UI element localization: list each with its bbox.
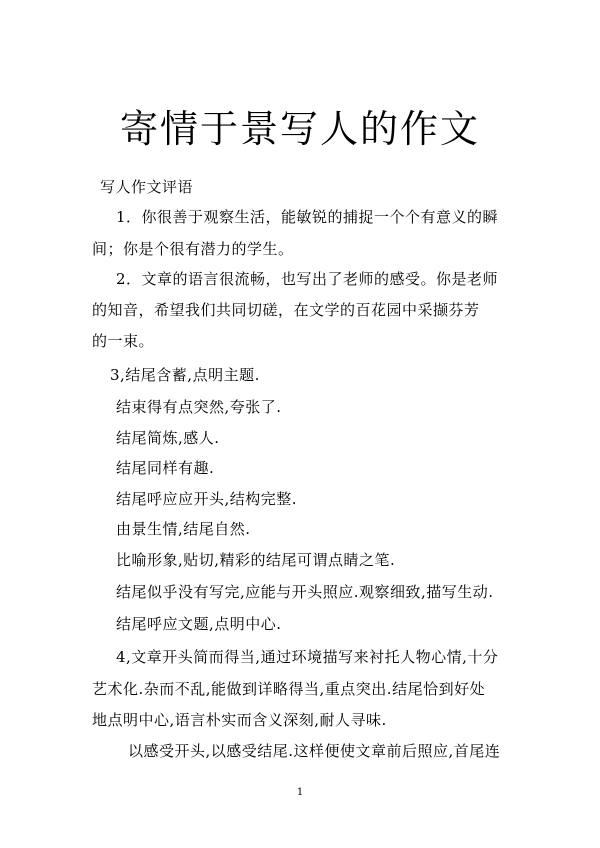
- paragraph-line: 的一束。: [92, 332, 155, 350]
- paragraph-line: 由景生情,结尾自然.: [116, 520, 251, 538]
- paragraph-line: 结尾呼应应开头,结构完整.: [116, 490, 298, 508]
- paragraph-line: 结束得有点突然,夸张了.: [116, 398, 282, 416]
- paragraph-line: 3,结尾含蓄,点明主题.: [110, 366, 260, 384]
- page-number: 1: [296, 787, 304, 798]
- paragraph-line: 艺术化.杂而不乱,能做到详略得当,重点突出.结尾恰到好处: [92, 680, 486, 698]
- paragraph-line: 地点明中心,语言朴实而含义深刻,耐人寻味.: [92, 711, 387, 729]
- paragraph-line: 以感受开头,以感受结尾.这样便使文章前后照应,首尾连: [128, 742, 501, 760]
- paragraph-line: 结尾简炼,感人.: [116, 429, 220, 447]
- paragraph-line: 4,文章开头简而得当,通过环境描写来衬托人物心情,十分: [116, 648, 499, 666]
- paragraph-line: 的知音，希望我们共同切磋，在文学的百花园中采撷芬芳: [92, 301, 480, 319]
- paragraph-line: 结尾呼应文题,点明中心.: [116, 615, 282, 633]
- document-title: 寄情于景写人的作文: [119, 107, 480, 151]
- paragraph-line: 比喻形象,贴切,精彩的结尾可谓点睛之笔.: [116, 551, 396, 569]
- paragraph-line: 间；你是个很有潜力的学生。: [92, 240, 294, 258]
- paragraph-line: 结尾同样有趣.: [116, 459, 215, 477]
- section-heading: 写人作文评语: [100, 178, 194, 196]
- paragraph-line: 1．你很善于观察生活，能敏锐的捕捉一个个有意义的瞬: [116, 208, 499, 226]
- paragraph-line: 2．文章的语言很流畅，也写出了老师的感受。你是老师: [116, 270, 499, 288]
- paragraph-line: 结尾似乎没有写完,应能与开头照应.观察细致,描写生动.: [116, 583, 494, 601]
